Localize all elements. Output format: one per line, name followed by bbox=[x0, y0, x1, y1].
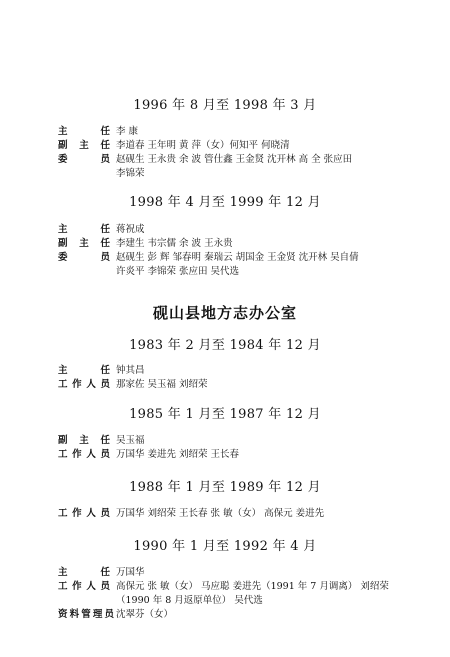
period-heading: 1988 年 1 月至 1989 年 12 月 bbox=[129, 480, 321, 495]
period-heading: 1983 年 2 月至 1984 年 12 月 bbox=[129, 338, 321, 353]
member-names: 赵砚生 王永贵 余 波 管仕鑫 王金贤 沈开林 高 全 张应田 bbox=[116, 154, 353, 165]
member-names: 吴玉福 bbox=[116, 435, 145, 446]
member-names: 万国华 刘绍荣 王长春 张 敏（女） 高保元 姜进先 bbox=[116, 508, 325, 519]
period-heading: 1996 年 8 月至 1998 年 3 月 bbox=[133, 98, 317, 113]
member-names: 蒋祝成 bbox=[116, 224, 145, 235]
member-names: 高保元 张 敏（女） 马应聪 姜进先（1991 年 7 月调离） 刘绍荣 bbox=[116, 581, 389, 592]
member-names: （1990 年 8 月返原单位） 吴代选 bbox=[116, 595, 263, 606]
member-names: 李锦荣 bbox=[116, 168, 145, 179]
role-label: 委 员 bbox=[58, 154, 110, 165]
section-title: 砚山县地方志办公室 bbox=[152, 304, 297, 322]
role-label: 主 任 bbox=[58, 126, 110, 137]
role-label: 副 主 任 bbox=[58, 435, 110, 446]
member-names: 李道春 王年明 黄 萍（女）何知平 何晓清 bbox=[116, 140, 290, 151]
member-names: 钟其昌 bbox=[116, 365, 145, 376]
member-names: 那家佐 吴玉福 刘绍荣 bbox=[116, 379, 208, 390]
member-names: 赵砚生 彭 辉 邹春明 秦瑞云 胡国金 王金贤 沈开林 吴自倩 bbox=[116, 252, 359, 263]
role-label: 主 任 bbox=[58, 365, 110, 376]
role-label: 副 主 任 bbox=[58, 140, 110, 151]
member-names: 万国华 姜进先 刘绍荣 王长春 bbox=[116, 449, 240, 460]
period-heading: 1990 年 1 月至 1992 年 4 月 bbox=[133, 539, 317, 554]
role-label: 工作人员 bbox=[58, 581, 110, 592]
role-label: 副 主 任 bbox=[58, 238, 110, 249]
role-label: 主 任 bbox=[58, 567, 110, 578]
member-names: 沈翠芬（女） bbox=[116, 609, 174, 620]
role-label: 主 任 bbox=[58, 224, 110, 235]
member-names: 许炎平 李锦荣 张应田 吴代选 bbox=[116, 266, 240, 277]
member-names: 李 康 bbox=[116, 126, 139, 137]
period-heading: 1998 年 4 月至 1999 年 12 月 bbox=[129, 195, 321, 210]
role-label: 工作人员 bbox=[58, 449, 110, 460]
role-label: 委 员 bbox=[58, 252, 110, 263]
period-heading: 1985 年 1 月至 1987 年 12 月 bbox=[129, 407, 321, 422]
role-label: 工作人员 bbox=[58, 508, 110, 519]
member-names: 李建生 韦宗儒 余 波 王永贵 bbox=[116, 238, 233, 249]
role-label: 资料管理员 bbox=[58, 609, 114, 620]
member-names: 万国华 bbox=[116, 567, 145, 578]
role-label: 工作人员 bbox=[58, 379, 110, 390]
